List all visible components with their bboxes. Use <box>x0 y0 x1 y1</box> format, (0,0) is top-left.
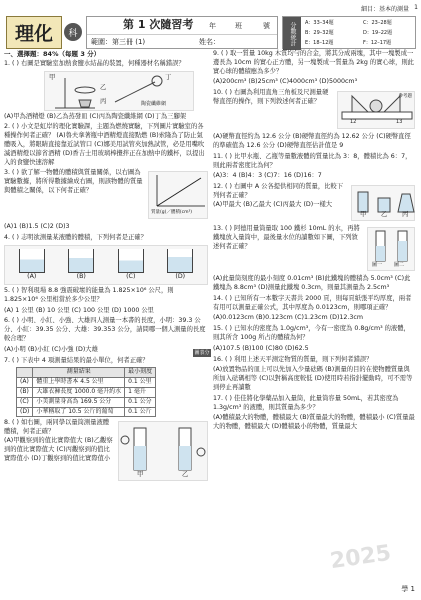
question-3-options: (A)1 (B)1.5 (C)2 (D)3 <box>4 223 70 231</box>
question-number: 8. <box>4 419 11 427</box>
right-column <box>213 50 415 434</box>
subject-badge: 科 <box>64 23 82 41</box>
table-row: (A) 體重上學時書本 4.5 公里 0.1 公里 <box>17 378 156 388</box>
quiz-info-box <box>86 16 278 49</box>
score-level: F：12–17題 <box>363 40 392 46</box>
figure-label: 甲 <box>360 211 367 219</box>
question-number: 12. <box>213 183 224 191</box>
question-10-options: (A)硬幣直徑約為 12.6 公分 (B)硬幣直徑約為 12.62 公分 (C)硬幣直徑的準確值為 12.6 公分 (D)硬幣直徑估計值是 9 <box>213 133 411 149</box>
score-levels-box <box>282 16 416 49</box>
table-row: (B) 大雄衣褲長度 1000.0 毫升約水 1 毫升 <box>17 387 156 397</box>
left-column <box>4 50 208 485</box>
beaker-option[interactable]: (D) <box>167 249 193 282</box>
question-text: ( ) 已知水的密度為 1.0g/cm³，今有一密度為 0.8g/cm³ 的液體，則其所含 100g 所占的體積為何？ <box>213 325 410 341</box>
figure-label: 圖二 <box>394 262 405 269</box>
question-text: ( ) 志明欲測量某液體的體積，下列何者是正確？ <box>12 234 147 242</box>
vessels-drawing <box>352 186 416 214</box>
question-text: ( ) 右圖中 A 公各提供相同的質量，比較下列何者正確？ <box>213 183 344 199</box>
question-number: 2. <box>4 123 11 131</box>
question-17-options: (A)體積最大的物體，體積最大 (B)質量最大的物體，體積最小 (C)質量最大的物體，體積最大 (D)體積最小的物體，質量最大 <box>213 414 415 431</box>
question-text: ( ) 佳佳將化學藥品加入量筒，此量筒容量 50mL，若其密度為 1.3g/cm³ 的液體，則其質量為多少？ <box>213 394 399 411</box>
quiz-title: 第 1 次隨習考 <box>123 18 194 31</box>
page-number: 學 1 <box>401 585 415 593</box>
watermark: 2025 <box>328 540 393 575</box>
question-13-options: (A)此量筒刻度的最小刻度 0.01cm³ (B)此鐵塊的體積為 5.0cm³ (C)此鐵塊為 8.8cm³ (D)測量此鐵塊 0.3cm，則量其測量為 2.5cm³ <box>213 275 411 291</box>
beaker-option[interactable]: (A) <box>19 249 45 282</box>
table-row: (C) 小美測量身高為 169.5 公分 0.1 公分 <box>17 397 156 407</box>
graph-caption: 質量(g)／體積(cm³) <box>151 209 193 215</box>
question-text: ( ) 欲了解一物體的體積與質量關係，以右圖為實驗數據，將所得數據繪成右圖，則該物體的質量與體積之關係，以下何者正確？ <box>4 169 143 194</box>
question-text: ( ) 右圖是實驗室加熱食鹽水結晶的裝置，何種器材名稱錯誤？ <box>12 59 185 67</box>
quiz-scope: 範圍：第三冊 (1) <box>87 34 277 49</box>
question-number: 11. <box>213 152 224 160</box>
question-number: 9. <box>213 50 220 57</box>
question-7 <box>4 357 208 366</box>
question-15-options: (A)107.5 (B)100 (C)80 (D)62.5 <box>213 344 309 352</box>
question-text: ( ) 阿德用量筒量取 100 鐵杉 10mL 的水，再將鐵塊放入量筒中，最後量水位的讀數如下圖，下列敘述何者正確？ <box>213 225 360 250</box>
top-right-label: 細目：基本的測量 <box>360 6 409 13</box>
question-6 <box>4 317 208 343</box>
question-13 <box>213 225 415 273</box>
question-text: ( ) 小文是虹岸的理化實驗課，主題為燃燒實驗，下列圖片實驗室的各種操作何者正確？ (A)魯夫拿著瓶中酒精燈直接點燃 (B)索隆為了防止氣體吸入，將眼睛直接靠近試管口 (C)娜美用試管夾加熱試管，必是用嘴吹滅酒精燈以節省酒精 (D)香吉士用玻璃棒攪拌正在加熱中的鐵杯，以提出入的食鹽快速溶解 <box>4 123 205 166</box>
ruler-tick: 13 <box>396 119 403 126</box>
page-mark: 1 <box>414 4 418 11</box>
beaker-option[interactable]: (C) <box>118 249 144 282</box>
figure-label: 乙 <box>182 470 189 478</box>
figure-label: 丙 <box>100 97 107 105</box>
score-level: B：29–32題 <box>305 30 334 36</box>
ruler-tick: 12 <box>350 119 357 126</box>
question-number: 10. <box>213 89 224 97</box>
question-16 <box>213 356 415 365</box>
score-level: E：18–12題 <box>305 40 334 46</box>
figure-label: 乙 <box>100 83 107 91</box>
table-header: 測量結果 <box>33 368 125 378</box>
question-number: 1. <box>4 59 11 67</box>
question-number: 5. <box>4 286 11 294</box>
question-16-options: (A)放置物品的皿上可以先加入少量砝碼 (B)測量的目的在使物體質量與所加入砝碼相等 (C)以對稱高度較低 (D)使用時若指針擺動時，可不需等到停止再讀數 <box>213 366 413 391</box>
question-1-options: (A)甲為酒精燈 (B)乙為蒸發皿 (C)丙為陶瓷纖維網 (D)丁為三腳架 <box>4 112 187 120</box>
question-number: 3. <box>4 169 11 177</box>
question-text: ( ) 下表中 4 項測量結果的最小單位，何者正確？ <box>12 356 149 364</box>
question-number: 6. <box>4 317 11 325</box>
question-text: ( ) 智利現場 8.8 強震破壞的能量為 1.825×10⁶ 公尺，則 1.825×10⁶ 公里相當於多少公里？ <box>4 286 174 303</box>
ruler-coin-figure <box>337 91 415 129</box>
vessels-figure <box>351 185 415 221</box>
table-header <box>17 368 33 378</box>
cylinder-reading-figure <box>118 421 208 481</box>
question-text: ( ) 利用上述天平測定物質的質量，則下列何者錯誤？ <box>225 355 373 363</box>
question-number: 16. <box>213 355 224 363</box>
question-10 <box>213 89 415 131</box>
question-1 <box>4 60 208 69</box>
question-8-options: (A)甲觀察到的值比實際值大 (B)乙觀察到的值比實際值大 (C)丙觀察到的值比實際值小 (D)丁觀察到的值比實際值小 <box>4 436 113 462</box>
figure-label: 甲 <box>49 73 56 81</box>
question-text: ( ) 取一質量 10kg 木質均勻的合金，將其分成兩塊，其中一塊製成一邊長為 10cm 的實心正方體，另一塊製成一質量為 2kg 的實心球，則此實心球的體積應為多少？ <box>213 50 414 75</box>
question-12 <box>213 183 415 223</box>
figure-label: 圖一 <box>372 262 383 269</box>
figure-caption: 參考題 <box>398 94 412 100</box>
question-14 <box>213 295 415 313</box>
mass-volume-plot <box>149 172 209 212</box>
measurement-table <box>16 367 156 417</box>
question-text: ( ) 小明、小紅、小強、大雄四人測量一本書的長度，小明：39.3 公分、小紅：39.35 公分、大雄：39.353 公分，請問哪一個人測量的長度較合理？ <box>4 317 206 342</box>
table-row: (D) 小華稱取了 10.5 公斤的葡萄 0.1 公斤 <box>17 407 156 417</box>
question-11-options: (A)3：4 (B)4：3 (C)7：16 (D)16：7 <box>213 172 322 180</box>
question-text: ( ) 已知所有一本數字天書共 2000 頁，則每頁紙張平均厚度，兩者有用可以測量正確公式，其中厚度為 0.0123cm，則哪項正確？ <box>213 294 412 311</box>
beaker-option[interactable]: (B) <box>68 249 94 282</box>
question-4 <box>4 234 208 243</box>
question-17 <box>213 395 415 413</box>
heating-apparatus-figure <box>44 71 194 111</box>
graduated-cylinder-drawing <box>368 228 416 262</box>
question-14-options: (A)0.0123cm (B)0.123cm (C)1.23cm (D)12.3cm <box>213 314 364 322</box>
question-number: 17. <box>213 394 224 402</box>
grade-number-field[interactable]: 號 <box>263 22 270 30</box>
question-number: 7. <box>4 356 11 364</box>
graduated-cylinder-figure <box>367 227 415 271</box>
side-tag: 圖表分析 <box>194 350 210 364</box>
figure-label: 丁 <box>165 73 172 81</box>
section-title: 一、選擇題：84%（每題 3 分） <box>4 50 101 58</box>
question-text: ( ) 比甲水瓶、乙瓶等量數液體的質量比為 3：8，體積比為 6：7，則此兩者密度比為何？ <box>213 152 412 169</box>
question-3 <box>4 169 208 221</box>
question-number: 14. <box>213 294 224 302</box>
subject-title: 理化 <box>6 16 62 49</box>
figure-caption: 陶瓷纖維網 <box>141 100 167 107</box>
question-number: 15. <box>213 325 224 333</box>
question-number: 13. <box>213 225 224 233</box>
grade-class-field[interactable]: 班 <box>235 22 242 30</box>
question-text: ( ) 右圖為利用直角三角板及尺測量硬幣直徑的操作，則下列敘述何者正確？ <box>213 89 329 105</box>
question-6-options: (A)小明 (B)小紅 (C)小強 (D)大雄 <box>4 345 98 353</box>
figure-label: 乙 <box>381 211 388 219</box>
score-level: D：19–22題 <box>363 30 393 36</box>
question-text: ( ) 如右圖，兩同學以量筒測量液體體積，何者正確？ <box>4 419 110 436</box>
score-level: C：23–28題 <box>363 20 392 26</box>
beaker-options-figure <box>4 245 208 285</box>
heating-apparatus-drawing <box>45 72 195 112</box>
cylinder-drawing <box>119 422 209 474</box>
mass-volume-graph <box>148 171 208 219</box>
name-field[interactable]: 姓名： <box>199 38 220 46</box>
question-9-options: (A)200cm³ (B)25cm³ (C)4000cm³ (D)5000cm³ <box>213 78 358 86</box>
header <box>6 16 416 49</box>
grade-year-field[interactable]: 年 <box>209 22 216 30</box>
question-8 <box>4 419 208 483</box>
question-9 <box>213 50 415 76</box>
question-11 <box>213 153 415 171</box>
question-15 <box>213 325 415 343</box>
question-5 <box>4 287 208 305</box>
question-number: 4. <box>4 234 11 242</box>
table-header: 最小刻度 <box>125 368 156 378</box>
question-12-options: (A)甲最大 (B)乙最大 (C)丙最大 (D)一樣大 <box>213 200 333 208</box>
figure-label: 甲 <box>137 470 144 478</box>
question-2 <box>4 123 208 167</box>
score-levels-label: 分數統計 <box>283 17 301 50</box>
question-5-options: (A) 1 公里 (B) 10 公里 (C) 100 公里 (D) 1000 公里 <box>4 306 154 314</box>
figure-label: 丙 <box>402 211 409 219</box>
score-level: A：33–34題 <box>305 20 334 26</box>
